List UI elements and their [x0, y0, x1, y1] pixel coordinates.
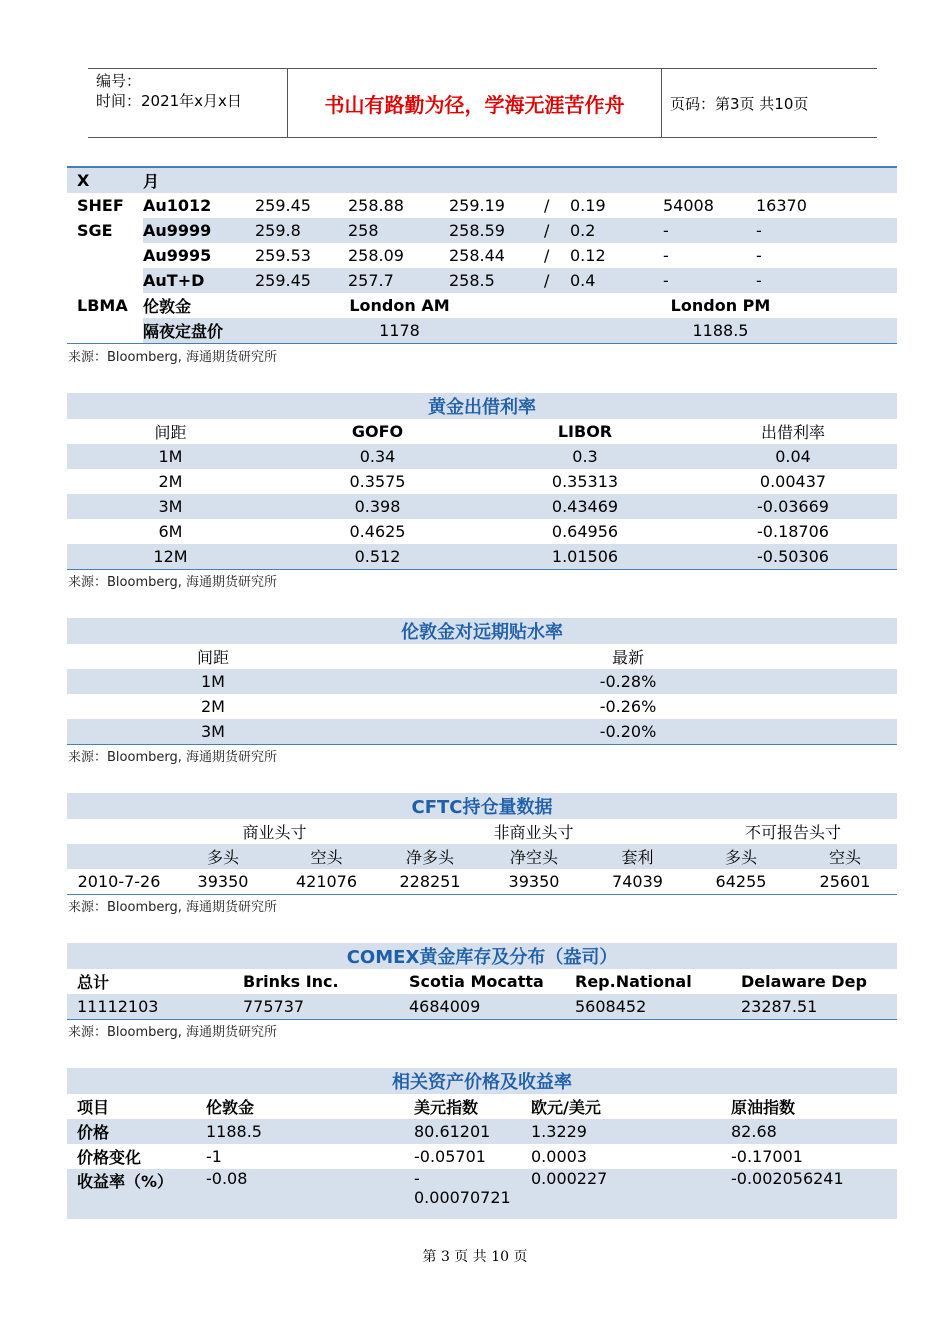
table-cell: 0.3575: [349, 472, 406, 491]
table-header-row: [67, 644, 897, 669]
table-cell: 39350: [197, 872, 249, 891]
table-cell: 1.01506: [481, 544, 689, 570]
table-cell: 259.19: [449, 196, 505, 215]
column-header: 项目: [77, 1098, 110, 1117]
table-cell: 0.43469: [481, 494, 689, 519]
column-header: 套利: [586, 844, 689, 869]
table-cell: 258.44: [449, 246, 505, 265]
table-cell: 228251: [399, 872, 461, 891]
table-cell: 775737: [233, 994, 399, 1020]
table-cell: 1188.5: [206, 1119, 414, 1144]
table-cell: 价格变化: [77, 1148, 142, 1167]
table-cell: 0.2: [570, 218, 663, 243]
source-note: 来源：Bloomberg, 海通期货研究所: [68, 750, 277, 765]
header-time-label: 时间：2021年x月x日: [96, 92, 242, 110]
table-cell: 1188.5: [544, 318, 897, 344]
group-header-row: [67, 819, 897, 844]
table-row: [67, 1144, 897, 1169]
table-row: [67, 1119, 897, 1144]
table-cell: -0.28%: [359, 669, 897, 694]
table-row: [67, 994, 897, 1020]
table-cell: 5608452: [565, 994, 731, 1020]
table-header-row: [67, 1094, 897, 1119]
table-cell: SGE: [67, 218, 143, 243]
related-assets-title: 相关资产价格及收益率: [67, 1068, 897, 1094]
table-cell: 4684009: [399, 994, 565, 1020]
lbma-label: LBMA: [77, 296, 128, 315]
table-cell: 3M: [67, 719, 359, 745]
table-cell: -: [663, 268, 756, 293]
table-cell: 价格: [67, 1119, 206, 1144]
table-cell: /: [544, 246, 550, 265]
lbma-fixing-row: [67, 318, 897, 344]
cftc-table: [67, 793, 897, 895]
table-cell: 0.04: [689, 444, 897, 469]
table-row: [67, 218, 897, 243]
table-row: [67, 694, 897, 719]
table-row: [67, 519, 897, 544]
table-cell: 39350: [508, 872, 560, 891]
table-cell: /: [544, 218, 570, 243]
table-cell: -0.18706: [757, 522, 829, 541]
table-cell: London AM: [349, 296, 450, 315]
group-header: 非商业头寸: [493, 823, 574, 842]
column-header: 最新: [611, 648, 644, 667]
table-cell: /: [544, 196, 550, 215]
table-row: [67, 494, 897, 519]
table-cell: 1.3229: [531, 1119, 731, 1144]
column-header: Scotia Mocatta: [409, 972, 544, 991]
cftc-title: CFTC持仓量数据: [67, 793, 897, 819]
table-cell: 258: [348, 218, 449, 243]
table-cell: 1M: [67, 444, 274, 469]
table-cell: SHEF: [77, 196, 124, 215]
table-cell: 0.0003: [531, 1147, 587, 1166]
table-cell: 3M: [67, 494, 274, 519]
table-row: [67, 669, 897, 694]
table-cell: [414, 1169, 531, 1219]
table-header-row: [67, 419, 897, 444]
table-cell: 257.7: [348, 268, 449, 293]
table-cell: 2M: [201, 697, 225, 716]
table-cell: London PM: [670, 296, 771, 315]
source-note: 来源：Bloomberg, 海通期货研究所: [68, 900, 277, 915]
table-cell: Au1012: [143, 196, 212, 215]
table-cell: 0.512: [274, 544, 481, 570]
column-header: LIBOR: [557, 422, 613, 441]
column-header: 总计: [77, 973, 110, 992]
table-cell: [67, 243, 143, 268]
table-cell: 80.61201: [414, 1119, 531, 1144]
table-cell: -0.26%: [599, 697, 657, 716]
table-cell: 1M: [67, 669, 359, 694]
table-cell: 2010-7-26: [77, 872, 161, 891]
table-cell: 0.4: [570, 268, 663, 293]
table-cell: 82.68: [731, 1119, 897, 1144]
table-cell: 12M: [67, 544, 274, 570]
spot-header-x: X: [67, 167, 143, 193]
table-cell: -0.20%: [359, 719, 897, 745]
table-cell: 1178: [255, 318, 544, 344]
column-header: 净空头: [482, 844, 586, 869]
column-header: 欧元/美元: [531, 1098, 601, 1117]
table-cell: 0.34: [274, 444, 481, 469]
table-row: [67, 243, 897, 268]
table-row: [67, 1169, 897, 1219]
table-cell: AuT+D: [143, 268, 255, 293]
table-cell: 0.398: [274, 494, 481, 519]
column-header: 多头: [689, 844, 793, 869]
table-cell: -: [663, 218, 756, 243]
comex-title: COMEX黄金库存及分布（盎司）: [67, 943, 897, 969]
table-row: [67, 193, 897, 218]
column-header: 多头: [171, 844, 275, 869]
spot-header-month: 月: [143, 167, 255, 193]
table-cell: 0.64956: [551, 522, 619, 541]
table-cell: 隔夜定盘价: [143, 318, 255, 344]
table-cell: 25601: [819, 872, 871, 891]
table-cell: 0.00437: [759, 472, 827, 491]
table-cell: -1: [206, 1147, 222, 1166]
usd-yield-line1: -: [414, 1169, 420, 1188]
column-header: 净多头: [378, 844, 482, 869]
table-cell: 11112103: [67, 994, 233, 1020]
table-cell: -: [756, 246, 762, 265]
table-cell: -0.17001: [731, 1147, 803, 1166]
source-note: 来源：Bloomberg, 海通期货研究所: [68, 350, 277, 365]
column-header: Brinks Inc.: [243, 972, 339, 991]
table-cell: [67, 268, 143, 293]
table-cell: 258.88: [348, 196, 404, 215]
comex-table: [67, 943, 897, 1020]
source-note: 来源：Bloomberg, 海通期货研究所: [68, 1025, 277, 1040]
table-cell: 2M: [158, 472, 183, 491]
related-assets-table: [67, 1068, 897, 1219]
group-header: 不可报告头寸: [744, 823, 841, 842]
column-header: 美元指数: [414, 1098, 479, 1117]
table-cell: 259.53: [255, 246, 311, 265]
table-header-row: [67, 969, 897, 994]
header-number-label: 编号：: [96, 72, 142, 90]
table-cell: 259.8: [255, 218, 348, 243]
table-cell: 259.45: [255, 196, 311, 215]
header-motto: 书山有路勤为径，学海无涯苦作舟: [287, 69, 662, 137]
table-row: [67, 719, 897, 745]
table-cell: 0.35313: [551, 472, 619, 491]
table-cell: 258.09: [348, 246, 404, 265]
spot-price-table: [67, 166, 897, 344]
source-note: 来源：Bloomberg, 海通期货研究所: [68, 575, 277, 590]
table-cell: 258.59: [449, 218, 544, 243]
table-cell: 16370: [756, 196, 807, 215]
table-header-row: [67, 844, 897, 869]
table-cell: -0.50306: [689, 544, 897, 570]
column-header: 原油指数: [731, 1098, 796, 1117]
column-header: Rep.National: [575, 972, 692, 991]
column-header: 间距: [196, 648, 229, 667]
table-cell: -0.03669: [689, 494, 897, 519]
table-cell: 6M: [158, 522, 183, 541]
column-header: 伦敦金: [206, 1098, 255, 1117]
page-footer: 第 3 页 共 10 页: [422, 1249, 528, 1265]
table-cell: 收益率（%）: [67, 1169, 206, 1219]
table-row: [67, 469, 897, 494]
forward-rate-title: 伦敦金对远期贴水率: [67, 618, 897, 644]
table-cell: 0.19: [570, 196, 606, 215]
spot-header-row: [67, 167, 897, 193]
table-cell: 0.3: [481, 444, 689, 469]
table-cell: 23287.51: [731, 994, 897, 1020]
table-row: [67, 544, 897, 570]
table-cell: 421076: [295, 872, 358, 891]
table-cell: 伦敦金: [143, 297, 192, 316]
table-cell: 0.4625: [349, 522, 406, 541]
table-row: [67, 444, 897, 469]
group-header: 商业头寸: [242, 823, 307, 842]
table-cell: -0.05701: [414, 1147, 486, 1166]
column-header: 空头: [793, 844, 897, 869]
column-header: Delaware Dep: [741, 972, 867, 991]
table-row: [67, 268, 897, 293]
page-header: [88, 68, 877, 138]
table-cell: -: [756, 268, 897, 293]
usd-yield-line2: 0.00070721: [414, 1188, 511, 1207]
lbma-row: [67, 293, 897, 318]
table-row: [67, 869, 897, 895]
table-cell: 0.12: [570, 246, 606, 265]
table-cell: -: [756, 218, 897, 243]
table-cell: 259.45: [255, 268, 348, 293]
table-cell: -: [663, 246, 669, 265]
forward-rate-table: [67, 618, 897, 745]
header-meta: [96, 71, 286, 111]
table-cell: /: [544, 268, 570, 293]
table-cell: 258.5: [449, 268, 544, 293]
table-cell: 64255: [715, 872, 767, 891]
table-cell: 74039: [612, 872, 663, 891]
header-page-label: 页码：第3页 共10页: [670, 95, 809, 113]
column-header: 空头: [275, 844, 378, 869]
column-header: 间距: [154, 423, 187, 442]
lease-rate-table: [67, 393, 897, 570]
lease-rate-title: 黄金出借利率: [67, 393, 897, 419]
column-header: 出借利率: [760, 423, 825, 442]
column-header: GOFO: [351, 422, 404, 441]
table-cell: Au9999: [143, 218, 255, 243]
table-cell: -0.08: [206, 1169, 414, 1219]
table-cell: Au9995: [143, 246, 212, 265]
table-cell: -0.002056241: [731, 1169, 897, 1219]
table-cell: 0.000227: [531, 1169, 731, 1219]
table-cell: 54008: [663, 196, 714, 215]
